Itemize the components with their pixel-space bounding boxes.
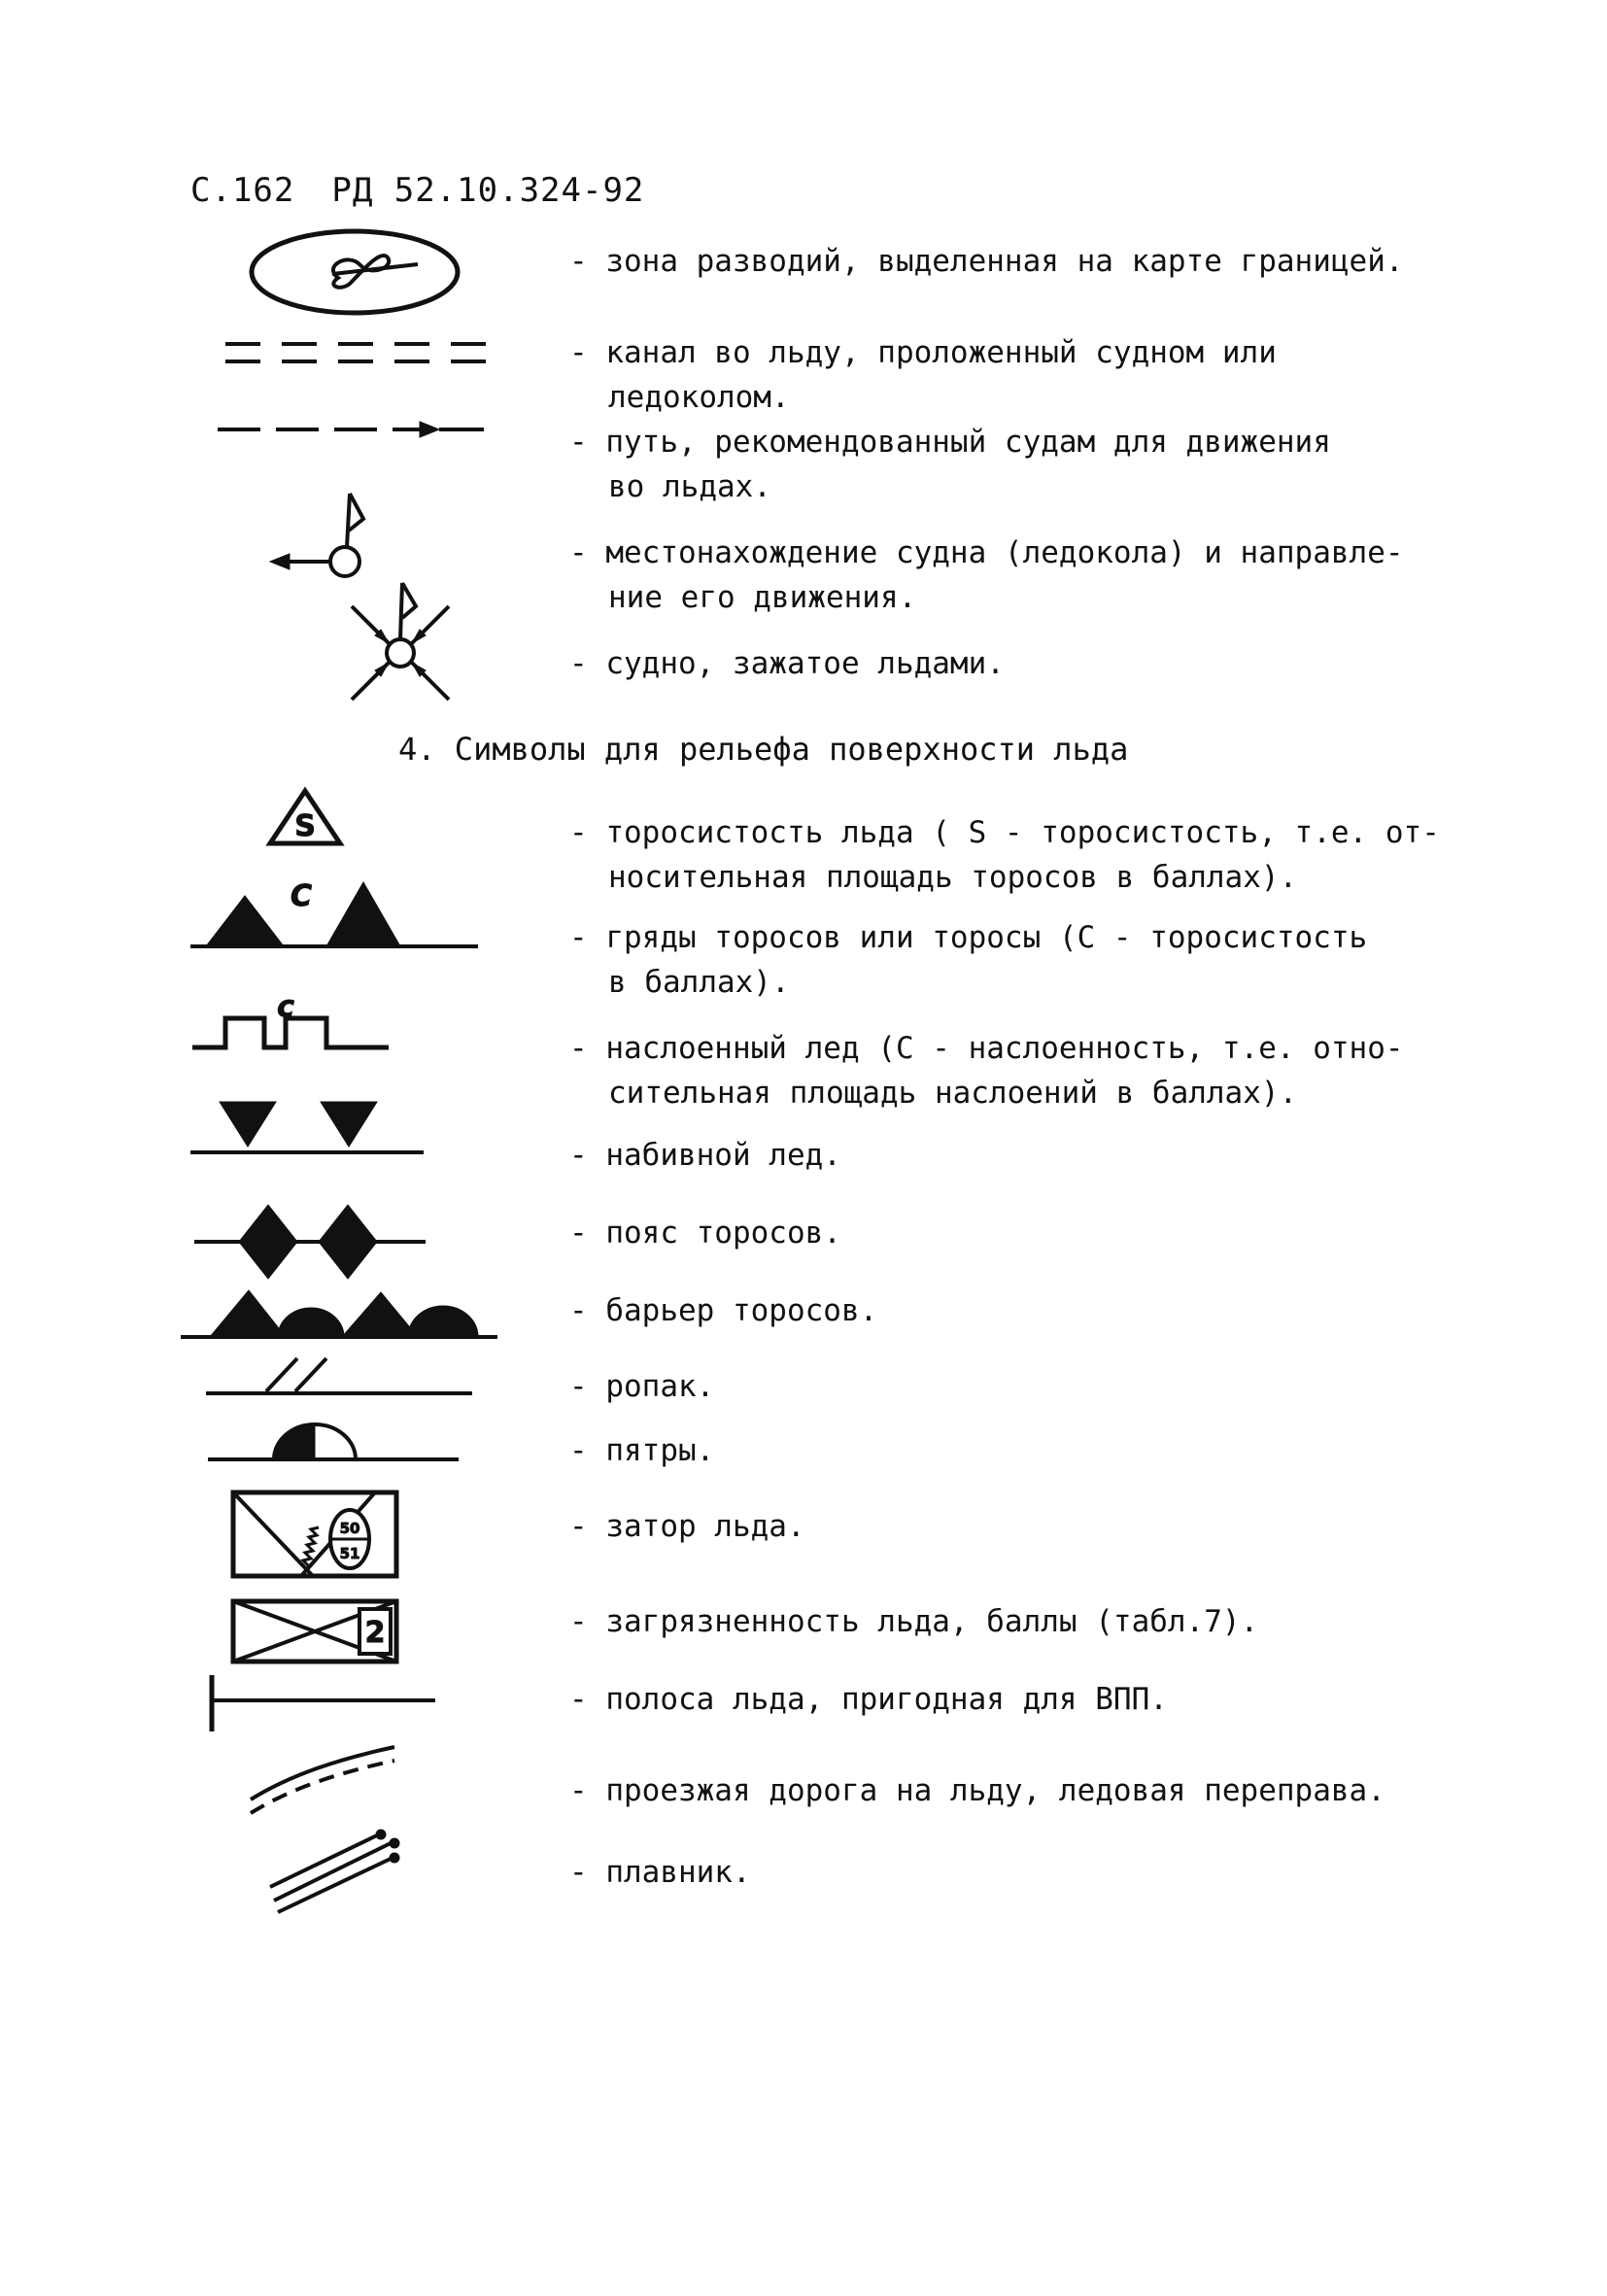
- page-header: [190, 171, 681, 210]
- legend-item-9: - пояс торосов.: [569, 1216, 841, 1251]
- legend-item-12: - пятры.: [569, 1433, 715, 1468]
- legend-item-11: - ропак.: [569, 1369, 715, 1404]
- patches-icon: [206, 1419, 462, 1465]
- driftwood-icon: [264, 1827, 410, 1914]
- hummock-belt-icon: [194, 1201, 427, 1283]
- ice-road-icon: [243, 1739, 408, 1817]
- legend-item-7: - наслоенный лед (С - наслоенность, т.е. отно- сительная площадь наслоений в баллах).: [569, 1031, 1404, 1111]
- ropak-icon: [204, 1354, 476, 1403]
- ice-channel-icon: [223, 336, 491, 371]
- ridging-label: S: [294, 809, 316, 843]
- rafted-ice-icon: [190, 983, 394, 1053]
- rafted-label: c: [277, 990, 294, 1024]
- legend-item-15: - полоса льда, пригодная для ВПП.: [569, 1682, 1168, 1717]
- ice-jam-label-top: 50: [339, 1520, 360, 1537]
- ice-jam-label-bottom: 51: [339, 1545, 360, 1562]
- runway-icon: [206, 1673, 439, 1735]
- lead-zone-icon: [243, 223, 466, 321]
- jammed-ice-icon: [190, 1092, 426, 1160]
- legend-item-8: - набивной лед.: [569, 1138, 841, 1173]
- pollution-value: 2: [364, 1616, 386, 1650]
- ridging-triangle-icon: [264, 785, 346, 849]
- legend-item-4: - судно, зажатое льдами.: [569, 646, 1005, 681]
- legend-item-6: - гряды торосов или торосы (С - торосистость в баллах).: [569, 920, 1368, 1000]
- ridges-icon: [190, 874, 482, 952]
- legend-item-14: - загрязненность льда, баллы (табл.7).: [569, 1604, 1259, 1639]
- ridges-label: C: [290, 879, 313, 913]
- page-number: С.162: [190, 171, 295, 210]
- ice-jam-icon: [229, 1489, 404, 1582]
- legend-item-5: - торосистость льда ( S - торосистость, т.е. от- носительная площадь торосов в баллах).: [569, 815, 1440, 895]
- legend-item-10: - барьер торосов.: [569, 1293, 878, 1328]
- legend-item-0: - зона разводий, выделенная на карте границей.: [569, 244, 1404, 279]
- section-title: 4. Символы для рельефа поверхности льда: [398, 731, 1129, 768]
- document-code: РД 52.10.324-92: [331, 171, 645, 210]
- recommended-route-icon: [216, 418, 488, 441]
- legend-item-17: - плавник.: [569, 1855, 751, 1890]
- beset-ship-icon: [342, 565, 459, 702]
- ice-pollution-icon: [229, 1597, 404, 1665]
- legend-item-1: - канал во льду, проложенный судном или ледоколом.: [569, 335, 1277, 415]
- legend-item-13: - затор льда.: [569, 1509, 805, 1544]
- legend-item-3: - местонахождение судна (ледокола) и направле- ние его движения.: [569, 535, 1404, 615]
- legend-item-2: - путь, рекомендованный судам для движения во льдах.: [569, 425, 1331, 504]
- legend-item-16: - проезжая дорога на льду, ледовая переправа.: [569, 1773, 1385, 1808]
- hummock-barrier-icon: [181, 1281, 501, 1341]
